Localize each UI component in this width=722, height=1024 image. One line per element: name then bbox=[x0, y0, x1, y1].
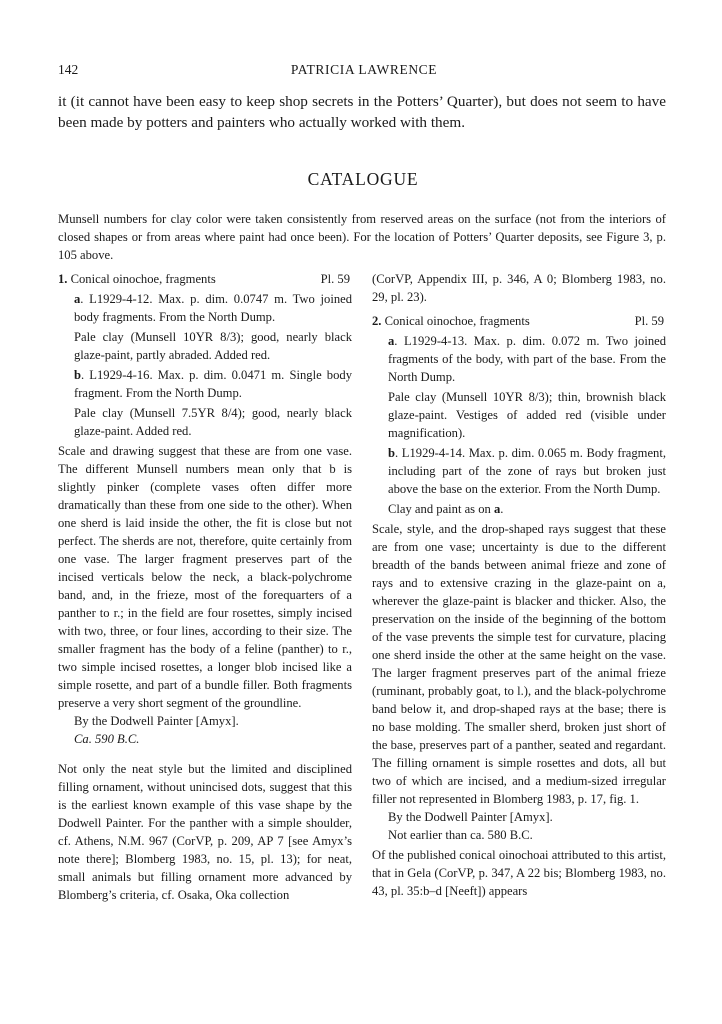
entry-2a-clay: Pale clay (Munsell 10YR 8/3); thin, brownish black glaze-paint. Vestiges of added red (visible under magnification). bbox=[388, 390, 666, 440]
entry-2-date: Not earlier than ca. 580 B.C. bbox=[388, 828, 533, 842]
munsell-note: Munsell numbers for clay color were taken consistently from reserved areas on the surface (not from the interiors of closed shapes or from areas where paint had once been). For the location of Potters’ Quarter deposits, see Figure 3, p. 105 above. bbox=[58, 212, 666, 262]
entry-1a-label: a bbox=[74, 292, 81, 306]
entry-1-commentary: Not only the neat style but the limited and disciplined filling ornament, without unincised dots, suggest that this is the earliest known example of this vase shape by the Dodwell Painter. For the panther with a simple shoulder, cf. Athens, N.M. 967 (CorVP, p. 209, AP 7 [see Amyx’s note there]; Blomberg 1983, no. 15, pl. 13); for neat, small animals but filling ornament more advanced by Blomberg’s criteria, cf. Osaka, Oka collection bbox=[58, 762, 352, 902]
entry-2a-text: . L1929-4-13. Max. p. dim. 0.072 m. Two joined fragments of the body, with part of the base. From the North Dump. bbox=[388, 334, 666, 384]
entry-2a-label: a bbox=[388, 334, 395, 348]
catalogue-heading: CATALOGUE bbox=[307, 169, 419, 189]
entry-1b-label: b bbox=[74, 368, 82, 382]
entry-1-heading bbox=[58, 270, 352, 288]
entry-1-discussion: Scale and drawing suggest that these are from one vase. The different Munsell numbers mean only that b is slightly pinker (complete vases often differ more dramatically than these from one side to the other). When one sherd is laid inside the other, the fit is close but not perfect. The sherds are not, therefore, quite certainly from one vase. The larger fragment preserves part of the incised verticals below the neck, a black-polychrome band, and, in the frieze, most of the forequarters of a panther to r.; in the field are four rosettes, simply incised with two, three, or four lines, according to their size. The smaller fragment has the body of a feline (panther) to r., two simple incised rosettes, a longer blob incised like a simple rosette, and part of a bundle filler. Both fragments preserve a very short segment of the groundline. bbox=[58, 444, 352, 710]
entry-2-commentary: Of the published conical oinochoai attributed to this artist, that in Gela (CorVP, p. 347, A 22 bis; Blomberg 1983, no. 43, pl. 35:b–d [Neeft]) appears bbox=[372, 848, 666, 898]
entry-1-date: Ca. 590 B.C. bbox=[74, 732, 140, 746]
entry-2b-label: b bbox=[388, 446, 396, 460]
entry-2b-clay-ref: a bbox=[493, 502, 501, 516]
entry-2-plate: Pl. 59 bbox=[634, 314, 664, 328]
entry-1a-description bbox=[58, 290, 352, 326]
entry-2b-description bbox=[372, 444, 666, 498]
entry-2-discussion: Scale, style, and the drop-shaped rays suggest that these are from one vase; uncertainty is due to the different breadth of the bands between animal frieze and zone of rays and to extensive crazing in the glaze-paint on a, wherever the glaze-paint is blacker and thicker. Also, the preservation on the inside of the beginning of the bottom of the vase prevents the simple test for curvature, placing one sherd inside the other at the same height on the vase. The larger fragment preserves part of the animal frieze (ruminant, probably goat, to l.), and the black-polychrome band below it, and drop-shaped rays at the base; there is no base molding. The smaller sherd, broken just short of the base, preserves part of a panther, seated and regardant. The filling ornament is simple rosettes and dots, all but two of which are incised, and a medium-sized irregular filler not represented in Blomberg 1983, p. 17, fig. 1. bbox=[372, 522, 666, 806]
entry-1-title: Conical oinochoe, fragments bbox=[70, 272, 216, 286]
entry-1b-text: . L1929-4-16. Max. p. dim. 0.0471 m. Single body fragment. From the North Dump. bbox=[74, 368, 352, 400]
entry-1-plate: Pl. 59 bbox=[320, 272, 350, 286]
entry-1b-clay: Pale clay (Munsell 7.5YR 8/4); good, nearly black glaze-paint. Added red. bbox=[74, 406, 352, 438]
intro-paragraph: it (it cannot have been easy to keep shop secrets in the Potters’ Quarter), but does not seem to have been made by potters and painters who actually worked with them. bbox=[58, 93, 666, 131]
entry-1a-text: . L1929-4-12. Max. p. dim. 0.0747 m. Two joined body fragments. From the North Dump. bbox=[74, 292, 352, 324]
running-head: PATRICIA LAWRENCE bbox=[290, 62, 438, 77]
entry-2-number: 2. bbox=[372, 314, 382, 328]
entry-2-attribution: By the Dodwell Painter [Amyx]. bbox=[388, 810, 553, 824]
page-number: 142 bbox=[58, 62, 79, 77]
entry-2b-text: . L1929-4-14. Max. p. dim. 0.065 m. Body fragment, including part of the zone of rays but broken just above the base on the exterior. From the North Dump. bbox=[388, 446, 666, 496]
entry-2b-clay-prefix: Clay and paint as on bbox=[388, 502, 494, 516]
entry-1-attribution: By the Dodwell Painter [Amyx]. bbox=[74, 714, 239, 728]
entry-1b-description bbox=[58, 366, 352, 402]
entry-1-continuation: (CorVP, Appendix III, p. 346, A 0; Blomberg 1983, no. 29, pl. 23). bbox=[372, 272, 666, 304]
right-column bbox=[372, 270, 666, 900]
left-column bbox=[58, 270, 352, 904]
entry-1-number: 1. bbox=[58, 272, 68, 286]
entry-2-title: Conical oinochoe, fragments bbox=[384, 314, 530, 328]
entry-2b-clay bbox=[372, 500, 666, 518]
entry-2-heading bbox=[372, 312, 666, 330]
entry-2b-clay-suffix: . bbox=[500, 502, 504, 516]
entry-2a-description bbox=[372, 332, 666, 386]
entry-1a-clay: Pale clay (Munsell 10YR 8/3); good, nearly black glaze-paint, partly abraded. Added red. bbox=[74, 330, 352, 362]
